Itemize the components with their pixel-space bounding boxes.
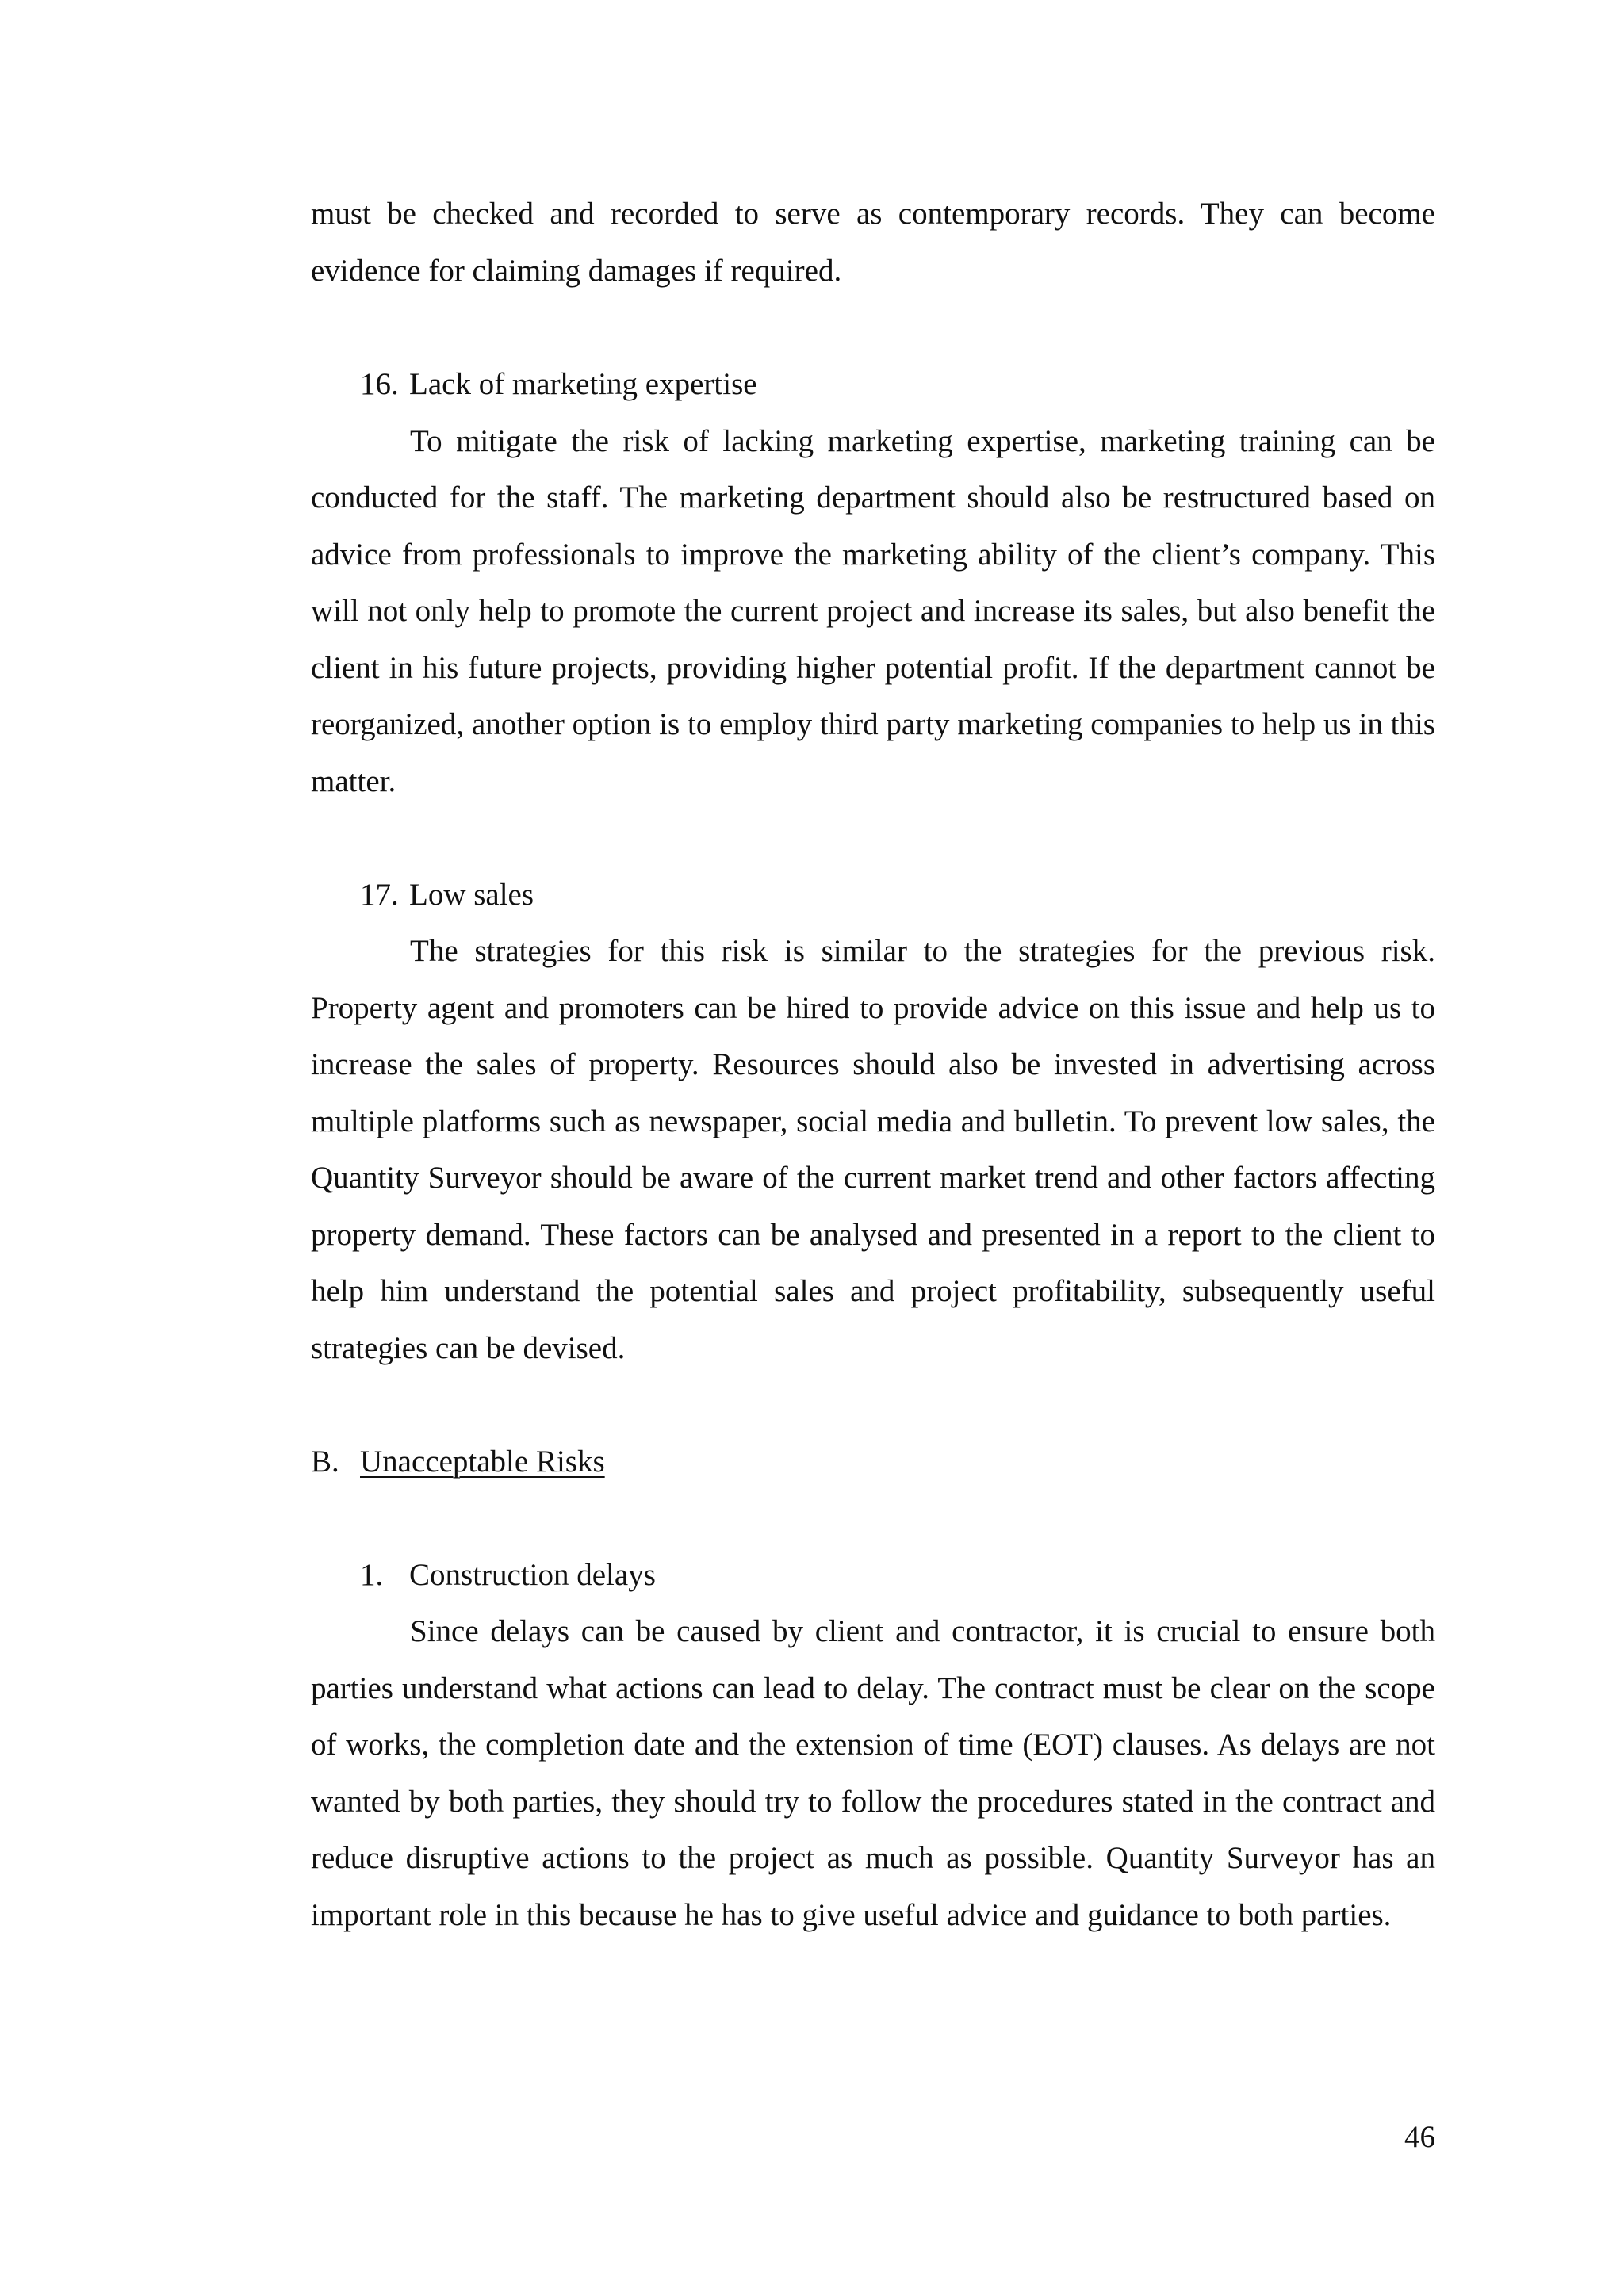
section-heading	[311, 1433, 1435, 1490]
item-title: Low sales	[409, 877, 534, 912]
item-title: Construction delays	[409, 1557, 656, 1592]
item-body: To mitigate the risk of lacking marketing expertise, marketing training can be conducted for the staff. The marketing department should also be restructured based on advice from professionals to improve the marketing ability of the client’s company. This will not only help to promote the current project and increase its sales, but also benefit the client in his future projects, providing higher potential profit. If the department cannot be reorganized, another option is to employ third party marketing companies to help us in this matter.	[311, 423, 1435, 798]
item-number: 17.	[360, 877, 399, 912]
item-body: Since delays can be caused by client and contractor, it is crucial to ensure both parties understand what actions can lead to delay. The contract must be clear on the scope of works, the completion date and the extension of time (EOT) clauses. As delays are not wanted by both parties, they should try to follow the procedures stated in the contract and reduce disruptive actions to the project as much as possible. Quantity Surveyor has an important role in this because he has to give useful advice and guidance to both parties.	[311, 1614, 1435, 1932]
item-heading	[311, 1547, 1435, 1604]
item-heading	[311, 356, 1435, 413]
item-body: The strategies for this risk is similar to the strategies for the previous risk. Property agent and promoters can be hired to provide advice on this issue and help us to increase the sales of property. Resources should also be invested in advertising across multiple platforms such as newspaper, social media and bulletin. To prevent low sales, the Quantity Surveyor should be aware of the current market trend and other factors affecting property demand. These factors can be analysed and presented in a report to the client to help him understand the potential sales and project profitability, subsequently useful strategies can be devised.	[311, 934, 1435, 1365]
page-content	[311, 186, 1435, 1943]
item-heading	[311, 867, 1435, 924]
risk-item-17	[311, 867, 1435, 1377]
continuation-paragraph: must be checked and recorded to serve as contemporary records. They can become evidence for claiming damages if required.	[311, 197, 1435, 288]
section-letter: B.	[311, 1444, 339, 1479]
risk-item-construction-delays	[311, 1547, 1435, 1944]
section-title: Unacceptable Risks	[360, 1444, 605, 1479]
page-number: 46	[1404, 2120, 1435, 2154]
item-title: Lack of marketing expertise	[409, 367, 757, 401]
spacer	[311, 809, 1435, 867]
item-number: 1.	[360, 1557, 384, 1592]
spacer	[311, 1490, 1435, 1547]
item-number: 16.	[360, 367, 399, 401]
risk-item-16	[311, 356, 1435, 809]
spacer	[311, 1376, 1435, 1433]
